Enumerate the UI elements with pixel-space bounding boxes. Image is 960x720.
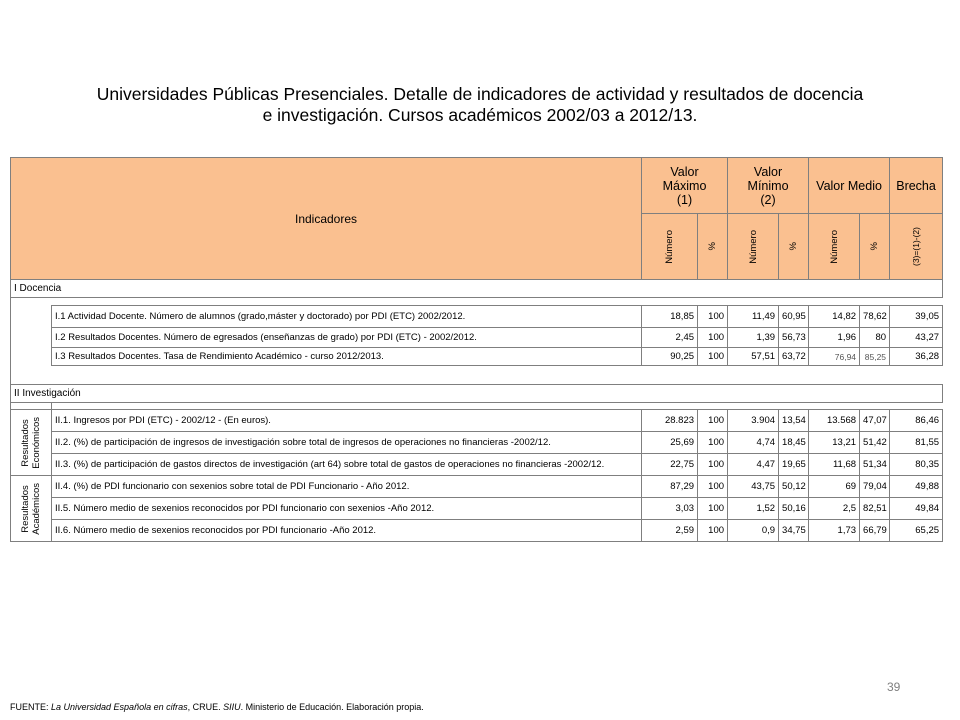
row-label: II.1. Ingresos por PDI (ETC) - 2002/12 - (En euros).	[52, 410, 642, 432]
header-min-pct: %	[779, 214, 809, 280]
page-title	[40, 84, 920, 126]
row-label: II.2. (%) de participación de ingresos de investigación sobre total de ingresos de operaciones no financieras -2002/12.	[52, 432, 642, 454]
header-min-numero: Número	[728, 214, 779, 280]
row-label: II.5. Número medio de sexenios reconocidos por PDI funcionario con sexenios -Año 2012.	[52, 498, 642, 520]
row-label: I.2 Resultados Docentes. Número de egresados (enseñanzas de grado) por PDI (ETC) - 2002/2012.	[52, 328, 642, 348]
header-med-pct: %	[860, 214, 890, 280]
row-label: II.3. (%) de participación de gastos directos de investigación (art 64) sobre total de gastos de operaciones no financieras -2002/12.	[52, 454, 642, 476]
section-investigacion: II Investigación	[11, 385, 943, 403]
row-label: I.1 Actividad Docente. Número de alumnos (grado,máster y doctorado) por PDI (ETC) 2002/2012.	[52, 306, 642, 328]
section-docencia: I Docencia	[11, 280, 943, 298]
group-resultados-economicos: Resultados Económicos	[11, 410, 52, 476]
title-line-2: e investigación. Cursos académicos 2002/03 a 2012/13.	[262, 105, 698, 125]
header-max-numero: Número	[642, 214, 698, 280]
table-row: II.3. (%) de participación de gastos directos de investigación (art 64) sobre total de gastos de operaciones no financieras -2002/12. 22,75 100 4,47 19,65 11,68 51,34 80,35	[11, 454, 943, 476]
indicators-table	[10, 157, 943, 542]
header-valor-minimo: Valor Mínimo (2)	[728, 158, 809, 214]
table-row: Resultados Económicos II.1. Ingresos por PDI (ETC) - 2002/12 - (En euros). 28.823 100 3.904 13,54 13.568 47,07 86,46	[11, 410, 943, 432]
source-note: FUENTE: La Universidad Española en cifras, CRUE. SIIU. Ministerio de Educación. Elaboración propia.	[10, 702, 424, 712]
row-label: II.4. (%) de PDI funcionario con sexenios sobre total de PDI Funcionario - Año 2012.	[52, 476, 642, 498]
table-row: I.2 Resultados Docentes. Número de egresados (enseñanzas de grado) por PDI (ETC) - 2002/2012. 2,45 100 1,39 56,73 1,96 80 43,27	[11, 328, 943, 348]
table-row: I.1 Actividad Docente. Número de alumnos (grado,máster y doctorado) por PDI (ETC) 2002/2012. 18,85 100 11,49 60,95 14,82 78,62 39,05	[11, 306, 943, 328]
table-row: I.3 Resultados Docentes. Tasa de Rendimiento Académico - curso 2012/2013. 90,25 100 57,51 63,72 76,94 85,25 36,28	[11, 348, 943, 366]
row-label: I.3 Resultados Docentes. Tasa de Rendimiento Académico - curso 2012/2013.	[52, 348, 642, 366]
header-med-numero: Número	[809, 214, 860, 280]
header-valor-medio: Valor Medio	[809, 158, 890, 214]
header-valor-maximo: Valor Máximo (1)	[642, 158, 728, 214]
page-number: 39	[887, 680, 901, 694]
title-line-1: Universidades Públicas Presenciales. Detalle de indicadores de actividad y resultados de docencia	[96, 84, 864, 104]
header-max-pct: %	[698, 214, 728, 280]
header-brecha: Brecha	[890, 158, 943, 214]
table-row: II.2. (%) de participación de ingresos de investigación sobre total de ingresos de operaciones no financieras -2002/12. 25,69 100 4,74 18,45 13,21 51,42 81,55	[11, 432, 943, 454]
table-row: II.6. Número medio de sexenios reconocidos por PDI funcionario -Año 2012. 2,59 100 0,9 34,75 1,73 66,79 65,25	[11, 520, 943, 542]
group-resultados-academicos: Resultados Académicos	[11, 476, 52, 542]
row-label: II.6. Número medio de sexenios reconocidos por PDI funcionario -Año 2012.	[52, 520, 642, 542]
header-formula: (3)=(1)-(2)	[890, 214, 943, 280]
header-indicadores: Indicadores	[11, 158, 642, 280]
table-row: Resultados Académicos II.4. (%) de PDI funcionario con sexenios sobre total de PDI Funcionario - Año 2012. 87,29 100 43,75 50,12 69 79,04 49,88	[11, 476, 943, 498]
table-row: II.5. Número medio de sexenios reconocidos por PDI funcionario con sexenios -Año 2012. 3,03 100 1,52 50,16 2,5 82,51 49,84	[11, 498, 943, 520]
